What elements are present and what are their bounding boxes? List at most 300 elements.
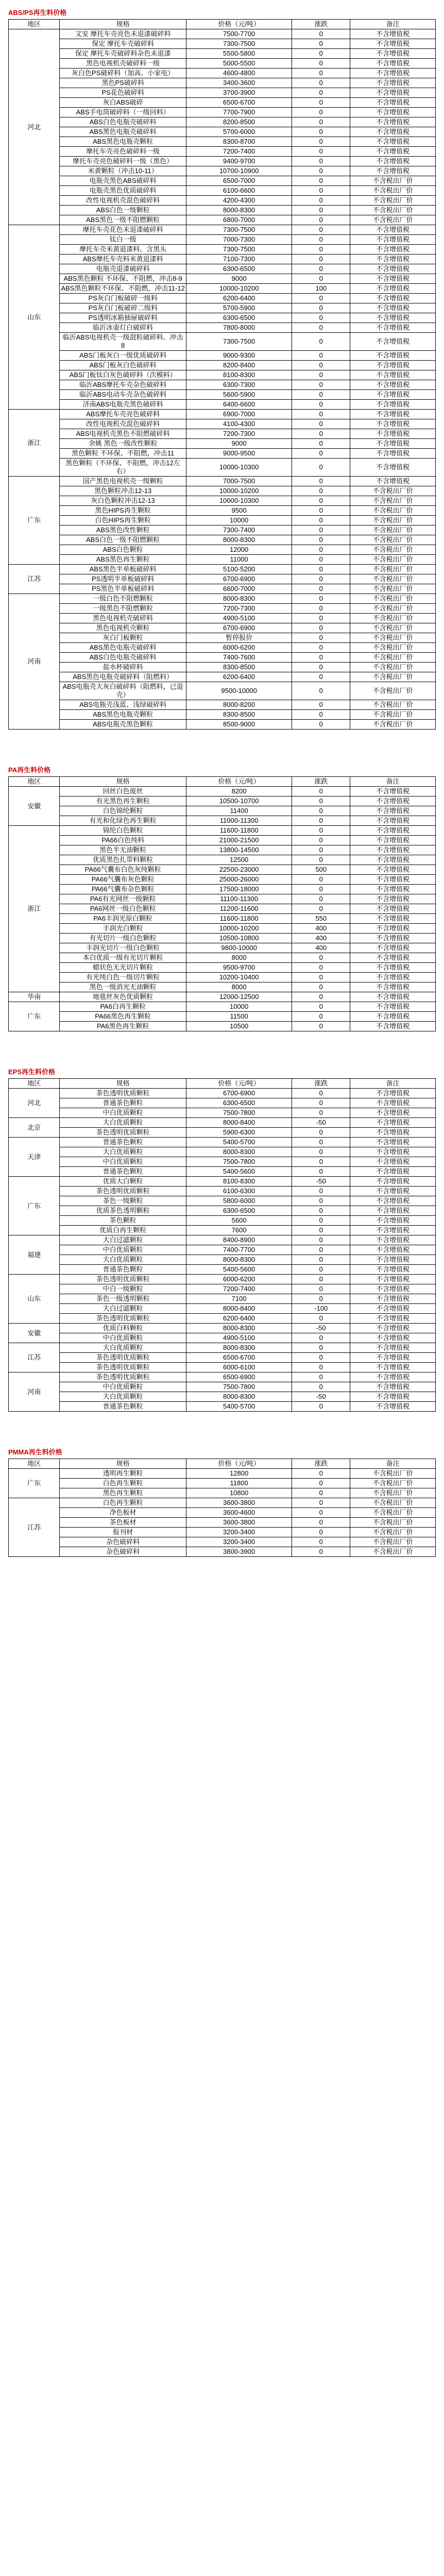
remark-cell: 不含增值税 (350, 147, 436, 157)
spec-cell: PA66气囊布灰色颗粒 (60, 875, 186, 885)
change-cell: 0 (292, 303, 350, 313)
price-cell: 9500-9700 (186, 963, 292, 973)
region-cell: 广东 (9, 1469, 60, 1498)
remark-cell: 不含增值税 (350, 1012, 436, 1022)
spec-cell: PA6丰润光原白颗粒 (60, 914, 186, 924)
column-header-change: 涨跌 (292, 1079, 350, 1089)
table-row (9, 1196, 436, 1206)
spec-cell: 大白优质颗粒 (60, 1118, 186, 1128)
remark-cell: 不含增值税 (350, 410, 436, 419)
price-table (8, 1078, 436, 1412)
spec-cell: 一级白色不阻燃颗粒 (60, 594, 186, 604)
spec-cell: 文安 摩托车壳亮色未退漆破碎料 (60, 29, 186, 39)
table-row (9, 604, 436, 614)
spec-cell: ABS黑色电瓶壳破碎料 (60, 643, 186, 653)
price-cell: 7000-7500 (186, 477, 292, 486)
spec-cell: 回丝白色废丝 (60, 787, 186, 796)
price-cell: 6300-6500 (186, 1206, 292, 1216)
remark-cell: 不含税出厂价 (350, 720, 436, 730)
price-cell: 7200-7400 (186, 147, 292, 157)
remark-cell: 不含增值税 (350, 29, 436, 39)
remark-cell: 不含增值税 (350, 1187, 436, 1196)
spec-cell: 蜡状色无光切片颗粒 (60, 963, 186, 973)
price-cell: 6200-6400 (186, 1314, 292, 1324)
spec-cell: 茶色透明优质颗粒 (60, 1363, 186, 1372)
change-cell: 0 (292, 973, 350, 982)
remark-cell: 不含增值税 (350, 98, 436, 108)
remark-cell: 不含税出厂价 (350, 545, 436, 555)
spec-cell: 大白优质颗粒 (60, 1255, 186, 1265)
spec-cell: PA66黑色再生颗粒 (60, 1012, 186, 1022)
spec-cell: 大白优质颗粒 (60, 1343, 186, 1353)
change-cell: 0 (292, 1372, 350, 1382)
remark-cell: 不含增值税 (350, 1226, 436, 1235)
remark-cell: 不含增值税 (350, 1304, 436, 1314)
table-row (9, 449, 436, 459)
remark-cell: 不含增值税 (350, 1265, 436, 1275)
remark-cell: 不含税出厂价 (350, 682, 436, 700)
table-row (9, 1508, 436, 1518)
spec-cell: 临沂ABS摩托车壳杂色破碎料 (60, 380, 186, 390)
table-row (9, 1363, 436, 1372)
change-cell: 100 (292, 284, 350, 294)
remark-cell: 不含增值税 (350, 166, 436, 176)
spec-cell: ABS白色一级不阻燃颗粒 (60, 535, 186, 545)
change-cell: 0 (292, 215, 350, 225)
remark-cell: 不含税出厂价 (350, 486, 436, 496)
change-cell: 0 (292, 1157, 350, 1167)
change-cell: 0 (292, 1255, 350, 1265)
price-cell: 8300-8500 (186, 663, 292, 672)
change-cell: 0 (292, 127, 350, 137)
table-row (9, 176, 436, 186)
table-row (9, 390, 436, 400)
table-row (9, 623, 436, 633)
change-cell: 0 (292, 1187, 350, 1196)
remark-cell: 不含税出厂价 (350, 496, 436, 506)
remark-cell: 不含增值税 (350, 1108, 436, 1118)
table-row (9, 1537, 436, 1547)
change-cell: 0 (292, 1547, 350, 1557)
remark-cell: 不含税出厂价 (350, 663, 436, 672)
spec-cell: PA6有光网丝一级颗粒 (60, 894, 186, 904)
price-cell: 9000-9500 (186, 449, 292, 459)
remark-cell: 不含增值税 (350, 449, 436, 459)
remark-cell: 不含税出厂价 (350, 574, 436, 584)
price-cell: 3800-3900 (186, 1547, 292, 1557)
remark-cell: 不含增值税 (350, 157, 436, 166)
remark-cell: 不含增值税 (350, 284, 436, 294)
remark-cell: 不含增值税 (350, 1294, 436, 1304)
spec-cell: 普通茶色颗粒 (60, 1167, 186, 1177)
spec-cell: 黑色一级消光无油颗粒 (60, 982, 186, 992)
price-cell: 10000 (186, 1002, 292, 1012)
price-cell: 6100-6300 (186, 1187, 292, 1196)
change-cell: 0 (292, 496, 350, 506)
region-cell: 山东 (9, 225, 60, 410)
remark-cell: 不含增值税 (350, 914, 436, 924)
column-header-region: 地区 (9, 1459, 60, 1469)
spec-cell: 保定 摩托车壳破碎料杂色未退漆 (60, 49, 186, 59)
change-cell: 0 (292, 1089, 350, 1098)
spec-cell: ABS电视机壳黑色不阻燃破碎料 (60, 429, 186, 439)
table-row (9, 1177, 436, 1187)
spec-cell: 黑色PS破碎料 (60, 78, 186, 88)
table-row (9, 1157, 436, 1167)
price-cell: 8000-8200 (186, 700, 292, 710)
spec-cell: 黑色颗粒 不环保、不阻燃，冲击11 (60, 449, 186, 459)
price-cell: 6300-6500 (186, 264, 292, 274)
change-cell: 0 (292, 1479, 350, 1488)
column-header-price: 价格（元/吨） (186, 1079, 292, 1089)
change-cell: 0 (292, 816, 350, 826)
spec-cell: PS黑色半单板破碎料 (60, 584, 186, 594)
section-spacer (8, 1031, 436, 1062)
change-cell: 0 (292, 196, 350, 206)
spec-cell: 摩托车壳花色未退漆破碎料 (60, 225, 186, 235)
column-header-spec: 规格 (60, 1079, 186, 1089)
change-cell: 0 (292, 1012, 350, 1022)
table-row (9, 653, 436, 663)
spec-cell: 茶色透明优质颗粒 (60, 1089, 186, 1098)
remark-cell: 不含税出厂价 (350, 710, 436, 720)
remark-cell: 不含增值税 (350, 796, 436, 806)
price-cell: 7100-7300 (186, 255, 292, 264)
table-row (9, 313, 436, 323)
spec-cell: ABS黑色电瓶壳颗粒 (60, 710, 186, 720)
change-cell: 0 (292, 459, 350, 477)
remark-cell: 不含增值税 (350, 1128, 436, 1138)
table-row (9, 943, 436, 953)
remark-cell: 不含增值税 (350, 1002, 436, 1012)
price-cell: 12000-12500 (186, 992, 292, 1002)
price-cell: 6600-7000 (186, 584, 292, 594)
remark-cell: 不含增值税 (350, 943, 436, 953)
table-row (9, 69, 436, 78)
table-row (9, 1187, 436, 1196)
change-cell: 0 (292, 370, 350, 380)
remark-cell: 不含增值税 (350, 429, 436, 439)
remark-cell: 不含增值税 (350, 1118, 436, 1128)
spec-cell: 白色锦纶颗粒 (60, 806, 186, 816)
spec-cell: 中白优质颗粒 (60, 1157, 186, 1167)
region-cell: 浙江 (9, 826, 60, 992)
change-cell: 0 (292, 1284, 350, 1294)
remark-cell: 不含增值税 (350, 1402, 436, 1412)
price-cell: 8000-8300 (186, 1147, 292, 1157)
remark-cell: 不含增值税 (350, 370, 436, 380)
remark-cell: 不含税出厂价 (350, 633, 436, 643)
region-cell: 江苏 (9, 565, 60, 594)
change-cell: 0 (292, 274, 350, 284)
change-cell: 0 (292, 1294, 350, 1304)
change-cell: 0 (292, 1498, 350, 1508)
remark-cell: 不含税出厂价 (350, 700, 436, 710)
price-cell: 9000 (186, 439, 292, 449)
remark-cell: 不含税出厂价 (350, 186, 436, 196)
spec-cell: 济南ABS电瓶壳黑色破碎料 (60, 400, 186, 410)
table-row (9, 682, 436, 700)
remark-cell: 不含税出厂价 (350, 594, 436, 604)
remark-cell: 不含增值税 (350, 333, 436, 351)
table-row (9, 1353, 436, 1363)
table-header-row (9, 20, 436, 29)
change-cell: 0 (292, 855, 350, 865)
price-cell: 6300-7300 (186, 380, 292, 390)
table-row (9, 98, 436, 108)
change-cell: 0 (292, 486, 350, 496)
spec-cell: 有光黑色再生颗粒 (60, 796, 186, 806)
table-row (9, 1235, 436, 1245)
remark-cell: 不含增值税 (350, 806, 436, 816)
price-cell: 5400-5700 (186, 1402, 292, 1412)
spec-cell: 茶色颗粒 (60, 1216, 186, 1226)
spec-cell: 白色再生颗粒 (60, 1479, 186, 1488)
table-row (9, 565, 436, 574)
table-row (9, 1216, 436, 1226)
table-row (9, 215, 436, 225)
table-header-row (9, 777, 436, 787)
change-cell: 0 (292, 633, 350, 643)
remark-cell: 不含税出厂价 (350, 653, 436, 663)
change-cell: 0 (292, 614, 350, 623)
remark-cell: 不含增值税 (350, 865, 436, 875)
table-row (9, 1275, 436, 1284)
price-cell: 6500-6900 (186, 1372, 292, 1382)
price-cell: 3600-4600 (186, 1508, 292, 1518)
remark-cell: 不含增值税 (350, 323, 436, 333)
spec-cell: 摩托车壳亮色破碎料一级（黑色） (60, 157, 186, 166)
spec-cell: 临沂冰壶灯白破碎料 (60, 323, 186, 333)
price-cell: 6400-6600 (186, 400, 292, 410)
change-cell: 0 (292, 137, 350, 147)
change-cell: 0 (292, 235, 350, 245)
change-cell: 0 (292, 390, 350, 400)
price-cell: 6000-6200 (186, 1275, 292, 1284)
remark-cell: 不含增值税 (350, 836, 436, 845)
table-row (9, 816, 436, 826)
change-cell: 0 (292, 574, 350, 584)
table-row (9, 127, 436, 137)
column-header-remark: 备注 (350, 777, 436, 787)
price-cell: 8000-8300 (186, 535, 292, 545)
remark-cell: 不含增值税 (350, 1157, 436, 1167)
spec-cell: 米黄颗粒（冲击10-11） (60, 166, 186, 176)
change-cell: 0 (292, 535, 350, 545)
section-spacer (8, 730, 436, 760)
change-cell: 0 (292, 710, 350, 720)
spec-cell: ABS电瓶壳浅蓝、浅绿破碎料 (60, 700, 186, 710)
table-row (9, 1324, 436, 1333)
column-header-remark: 备注 (350, 20, 436, 29)
price-cell: 暂停报价 (186, 633, 292, 643)
remark-cell: 不含增值税 (350, 1138, 436, 1147)
spec-cell: ABS黑色电瓶壳破碎料（阻燃料） (60, 672, 186, 682)
price-cell: 11600-11800 (186, 914, 292, 924)
price-cell: 3700-3900 (186, 88, 292, 98)
column-header-region: 地区 (9, 1079, 60, 1089)
spec-cell: 地毯丝灰色优质颗粒 (60, 992, 186, 1002)
remark-cell: 不含税出厂价 (350, 584, 436, 594)
price-cell: 8400-8900 (186, 1235, 292, 1245)
table-row (9, 245, 436, 255)
spec-cell: PA6白再生颗粒 (60, 1002, 186, 1012)
spec-cell: 黑色再生颗粒 (60, 1488, 186, 1498)
change-cell: 0 (292, 623, 350, 633)
table-row (9, 370, 436, 380)
change-cell: 0 (292, 39, 350, 49)
remark-cell: 不含增值税 (350, 351, 436, 361)
remark-cell: 不含增值税 (350, 419, 436, 429)
region-cell: 福建 (9, 1235, 60, 1275)
remark-cell: 不含增值税 (350, 904, 436, 914)
spec-cell: 优质白再生颗粒 (60, 1226, 186, 1235)
spec-cell: 摩托车壳亮色破碎料一级 (60, 147, 186, 157)
remark-cell: 不含税出厂价 (350, 1508, 436, 1518)
spec-cell: 净色板材 (60, 1508, 186, 1518)
table-row (9, 545, 436, 555)
change-cell: 0 (292, 1363, 350, 1372)
table-row (9, 206, 436, 215)
price-cell: 7400-7700 (186, 1245, 292, 1255)
remark-cell: 不含税出厂价 (350, 623, 436, 633)
remark-cell: 不含增值税 (350, 1382, 436, 1392)
price-cell: 11600-11800 (186, 826, 292, 836)
remark-cell: 不含税出厂价 (350, 215, 436, 225)
change-cell: 0 (292, 98, 350, 108)
table-row (9, 973, 436, 982)
spec-cell: 茶色透明优质颗粒 (60, 1275, 186, 1284)
change-cell: 400 (292, 943, 350, 953)
change-cell: 0 (292, 176, 350, 186)
change-cell: -50 (292, 1177, 350, 1187)
change-cell: 0 (292, 796, 350, 806)
price-cell: 6700-6900 (186, 1089, 292, 1098)
spec-cell: PA6黑色再生颗粒 (60, 1022, 186, 1031)
change-cell: 0 (292, 1275, 350, 1284)
change-cell: 0 (292, 166, 350, 176)
region-cell: 河北 (9, 29, 60, 225)
column-header-change: 涨跌 (292, 1459, 350, 1469)
spec-cell: ABS摩托车壳料米黄退漆料 (60, 255, 186, 264)
region-cell: 河南 (9, 1372, 60, 1412)
change-cell: 0 (292, 108, 350, 117)
remark-cell: 不含增值税 (350, 225, 436, 235)
section-title: EPS再生料价格 (8, 1068, 56, 1076)
price-cell: 10500-10800 (186, 934, 292, 943)
spec-cell: 茶色一级透明颗粒 (60, 1294, 186, 1304)
table-row (9, 904, 436, 914)
remark-cell: 不含增值税 (350, 885, 436, 894)
spec-cell: 国产黑色电视机壳一级颗粒 (60, 477, 186, 486)
remark-cell: 不含增值税 (350, 313, 436, 323)
table-row (9, 1392, 436, 1402)
spec-cell: ABS黑色改性颗粒 (60, 526, 186, 535)
change-cell: 0 (292, 157, 350, 166)
table-row (9, 166, 436, 176)
price-cell: 6200-6400 (186, 672, 292, 682)
price-cell: 9500 (186, 506, 292, 516)
price-cell: 5700-5900 (186, 303, 292, 313)
spec-cell: 丰润光切片一级白色颗粒 (60, 943, 186, 953)
price-cell: 6500-7000 (186, 176, 292, 186)
price-cell: 8200-8500 (186, 117, 292, 127)
remark-cell: 不含税出厂价 (350, 1518, 436, 1528)
change-cell: 0 (292, 506, 350, 516)
table-row (9, 477, 436, 486)
change-cell: 0 (292, 1508, 350, 1518)
price-cell: 13800-14500 (186, 845, 292, 855)
table-row (9, 1284, 436, 1294)
table-row (9, 1002, 436, 1012)
change-cell: 0 (292, 526, 350, 535)
remark-cell: 不含税出厂价 (350, 604, 436, 614)
price-cell: 8000-8300 (186, 206, 292, 215)
change-cell: 0 (292, 410, 350, 419)
change-cell: 550 (292, 914, 350, 924)
price-cell: 7500-7800 (186, 1108, 292, 1118)
price-cell: 6300-6500 (186, 1098, 292, 1108)
table-row (9, 1022, 436, 1031)
region-cell: 华南 (9, 992, 60, 1002)
price-cell: 10500 (186, 1022, 292, 1031)
spec-cell: 电瓶壳黑色ABS破碎料 (60, 176, 186, 186)
remark-cell: 不含增值税 (350, 1353, 436, 1363)
region-cell: 北京 (9, 1118, 60, 1138)
change-cell: 0 (292, 663, 350, 672)
price-cell: 8000-8300 (186, 1392, 292, 1402)
table-row (9, 787, 436, 796)
spec-cell: 优质茶色透明颗粒 (60, 1206, 186, 1216)
remark-cell: 不含增值税 (350, 294, 436, 303)
spec-cell: 锦纶白色颗粒 (60, 826, 186, 836)
price-cell: 25000-26000 (186, 875, 292, 885)
price-cell: 22500-23000 (186, 865, 292, 875)
table-row (9, 526, 436, 535)
table-row (9, 1294, 436, 1304)
table-row (9, 875, 436, 885)
table-row (9, 429, 436, 439)
price-cell: 12000 (186, 545, 292, 555)
price-cell: 10000-10200 (186, 486, 292, 496)
price-cell: 11200-11600 (186, 904, 292, 914)
table-row (9, 1528, 436, 1537)
spec-cell: 茶色透明优质颗粒 (60, 1353, 186, 1363)
change-cell: -100 (292, 1304, 350, 1314)
spec-cell: 中白优质颗粒 (60, 1245, 186, 1255)
table-row (9, 710, 436, 720)
change-cell: -50 (292, 1324, 350, 1333)
remark-cell: 不含增值税 (350, 855, 436, 865)
remark-cell: 不含增值税 (350, 1284, 436, 1294)
table-row (9, 1089, 436, 1098)
table-row (9, 982, 436, 992)
price-cell: 9000-9300 (186, 351, 292, 361)
remark-cell: 不含增值税 (350, 137, 436, 147)
table-row (9, 1167, 436, 1177)
region-cell: 浙江 (9, 410, 60, 477)
remark-cell: 不含增值税 (350, 274, 436, 284)
price-cell: 10000-10300 (186, 459, 292, 477)
change-cell: 0 (292, 351, 350, 361)
spec-cell: ABS黑色颗粒不环保、不阻燃，冲击11-12 (60, 284, 186, 294)
table-row (9, 496, 436, 506)
region-cell: 广东 (9, 1002, 60, 1031)
spec-cell: 黑色颗粒（不环保、不阻燃，冲击12左右） (60, 459, 186, 477)
region-cell: 河南 (9, 594, 60, 730)
change-cell: 0 (292, 69, 350, 78)
price-cell: 7200-7300 (186, 429, 292, 439)
